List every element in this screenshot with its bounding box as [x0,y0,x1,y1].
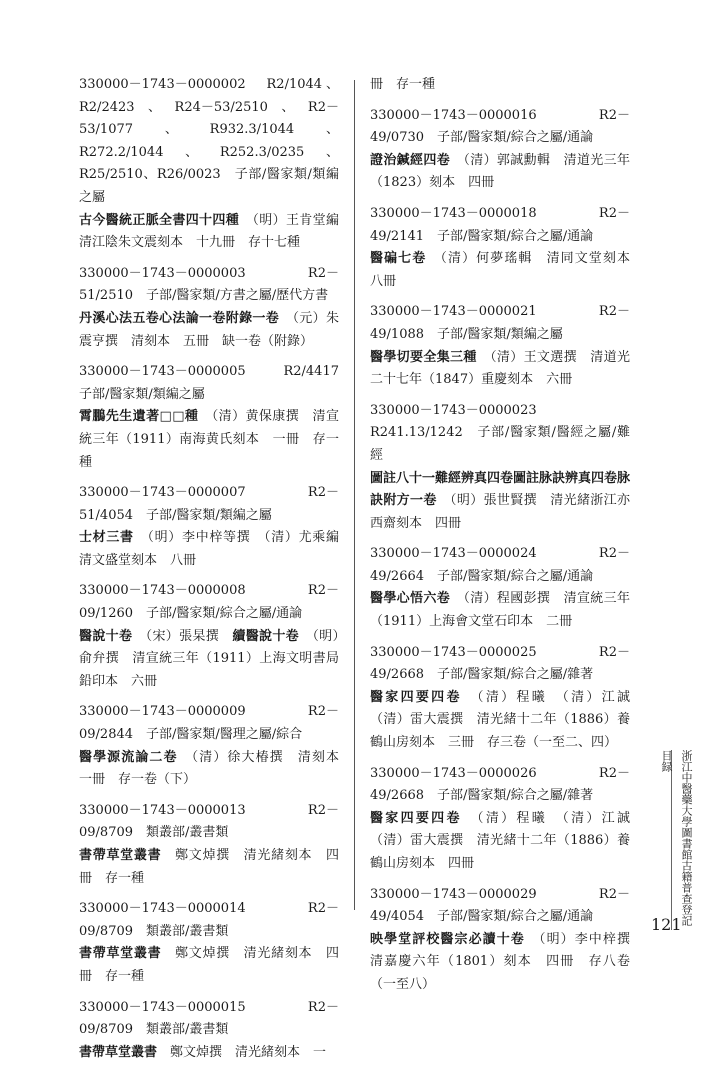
entry-details: （明）李中梓撰 清嘉慶六年（1801）刻本 四冊 存八卷（一至八） [370,931,643,992]
entry-title: 霄鵬先生遺著□□種 [79,409,199,425]
entry-title: 映學堂評校醫宗必讀十卷 [370,931,525,947]
entry-title: 醫家四要四卷 [370,810,462,826]
entry-meta: 330000－1743－0000015 R2－09/8709 類叢部/叢書類 [79,999,339,1038]
entry-meta: 330000－1743－0000008 R2－09/1260 子部/醫家類/綜合之屬/通論 [79,583,339,622]
entry-title: 醫學心悟六卷 [370,591,451,607]
entry-title: 證治鍼經四卷 [370,152,451,168]
entry-details: （清）王文選撰 清道光二十七年（1847）重慶刻本 六冊 [370,349,630,388]
catalog-entry [370,203,643,293]
catalog-entry [370,763,643,876]
catalog-entry [370,400,630,536]
catalog-entry [79,361,353,474]
entry-title: 醫說十卷 [79,628,133,644]
entry-meta: 330000－1743－0000003 R2－51/2510 子部/醫家類/方書之屬/歷代方書 [79,265,339,304]
catalog-entry [370,105,630,195]
entry-details: 鄭文焯撰 清光緒刻本 一 [170,1044,327,1060]
entry-title: 醫碥七卷 [370,251,427,267]
continued-text: 冊 存一種 [370,77,436,92]
entry-meta: 330000－1743－0000021 R2－49/1088 子部/醫家類/類編之屬 [370,304,630,342]
entry-details: （清）程曦 （清）江誠 （清）雷大震撰 清光緒十二年（1886）養鶴山房刻本 四冊 [370,810,643,871]
column-divider [354,80,355,910]
entry-title-second: 續醫說十卷 [232,628,299,644]
entry-title: 醫家四要四卷 [370,689,462,705]
entry-details: 鄭文焯撰 清光緒刻本 四冊 存一種 [79,946,339,984]
entry-title: 書帶草堂叢書 [79,1044,158,1060]
entry-meta: 330000－1743－0000005 R2/4417 子部/醫家類/類編之屬 [79,364,353,402]
entry-details: （元）朱震亨撰 清刻本 五冊 缺一卷（附錄） [79,310,339,349]
catalog-entry [79,263,339,353]
entry-details: （清）郭誠勳輯 清道光三年（1823）刻本 四冊 [370,152,630,191]
entry-meta: 330000－1743－0000023 R241.13/1242 子部/醫家類/醫經之屬/難經 [370,402,630,463]
entry-meta: 330000－1743－0000018 R2－49/2141 子部/醫家類/綜合之屬/通論 [370,205,630,244]
entry-meta: 330000－1743－0000026 R2－49/2668 子部/醫家類/綜合之屬/雜著 [370,765,630,804]
catalog-entry [79,482,352,572]
catalog-entry [79,74,352,255]
catalog-entry [370,543,630,633]
entry-meta: 330000－1743－0000013 R2－09/8709 類叢部/叢書類 [79,802,339,841]
entry-details: （清）程曦 （清）江誠 （清）雷大震撰 清光緒十二年（1886）養鶴山房刻本 三冊 存三卷（一至二、四） [370,689,643,751]
entry-details-second: （明）俞弁撰 清宣統三年（1911）上海文明書局鉛印本 六冊 [79,628,339,689]
entry-title: 書帶草堂叢書 [79,848,162,863]
running-head-side-label: 浙江中醫藥大學圖書館古籍普查登記目録 [671,750,696,930]
entry-details: （明）李中梓等撰 （清）尤乘編 清文盛堂刻本 八冊 [79,530,352,568]
entry-details: 鄭文焯撰 清光緒刻本 四冊 存一種 [79,848,339,886]
catalog-entry [79,701,352,791]
entry-title: 書帶草堂叢書 [79,946,162,962]
entry-title: 士材三書 [79,530,134,546]
catalog-entry [79,898,339,988]
entry-details: （清）徐大椿撰 清刻本 一冊 存一卷（下） [79,749,352,788]
catalog-entry [79,997,339,1065]
entry-meta: 330000－1743－0000009 R2－09/2844 子部/醫家類/醫理之屬/綜合 [79,704,339,743]
catalog-entry [370,884,643,997]
catalog-entry [370,642,643,755]
entry-details: （清）黄保康撰 清宣統三年（1911）南海黄氏刻本 一冊 存一種 [79,409,339,470]
page-number: 121 [651,915,682,934]
entry-meta: 330000－1743－0000016 R2－49/0730 子部/醫家類/綜合之屬/通論 [370,107,630,146]
entry-title: 古今醫統正脈全書四十四種 [79,212,240,228]
left-column [79,74,353,1072]
catalog-entry [79,580,339,693]
entry-meta: 330000－1743－0000025 R2－49/2668 子部/醫家類/綜合之屬/雜著 [370,644,630,683]
right-column [370,74,643,1005]
entry-meta: 330000－1743－0000007 R2－51/4054 子部/醫家類/類編之屬 [79,485,339,523]
entry-meta: 330000－1743－0000014 R2－09/8709 類叢部/叢書類 [79,901,339,939]
entry-meta: 330000－1743－0000024 R2－49/2664 子部/醫家類/綜合之屬/通論 [370,546,630,584]
entry-details: （清）程國彭撰 清宣統三年（1911）上海會文堂石印本 二冊 [370,591,630,630]
entry-meta: 330000－1743－0000029 R2－49/4054 子部/醫家類/綜合之屬/通論 [370,886,630,925]
entry-title: 醫學切要全集三種 [370,349,477,365]
catalog-entry [79,800,339,890]
entry-title: 丹溪心法五卷心法論一卷附錄一卷 [79,310,280,326]
entry-details: （明）王肯堂編 清江陰朱文震刻本 十九冊 存十七種 [79,212,352,251]
entry-details: （清）何夢瑤輯 清同文堂刻本 八冊 [370,251,643,289]
entry-title: 醫學源流論二卷 [79,749,178,765]
catalog-entry [370,301,630,391]
entry-details: （明）張世賢撰 清光緒浙江亦西齋刻本 四冊 [370,493,630,531]
entry-title: 圖註八十一難經辨真四卷圖註脉訣辨真四卷脉訣附方一卷 [370,470,631,509]
entry-meta: 330000－1743－0000002 R2/1044、R2/2423、R24－53/2510、R2－53/1077、R932.3/1044、R272.2/1044、R252.3/0235、R25/2510、R26/0023 子部/醫家類/類編之屬 [79,77,339,205]
entry-details: （宋）張杲撰 [145,628,233,644]
